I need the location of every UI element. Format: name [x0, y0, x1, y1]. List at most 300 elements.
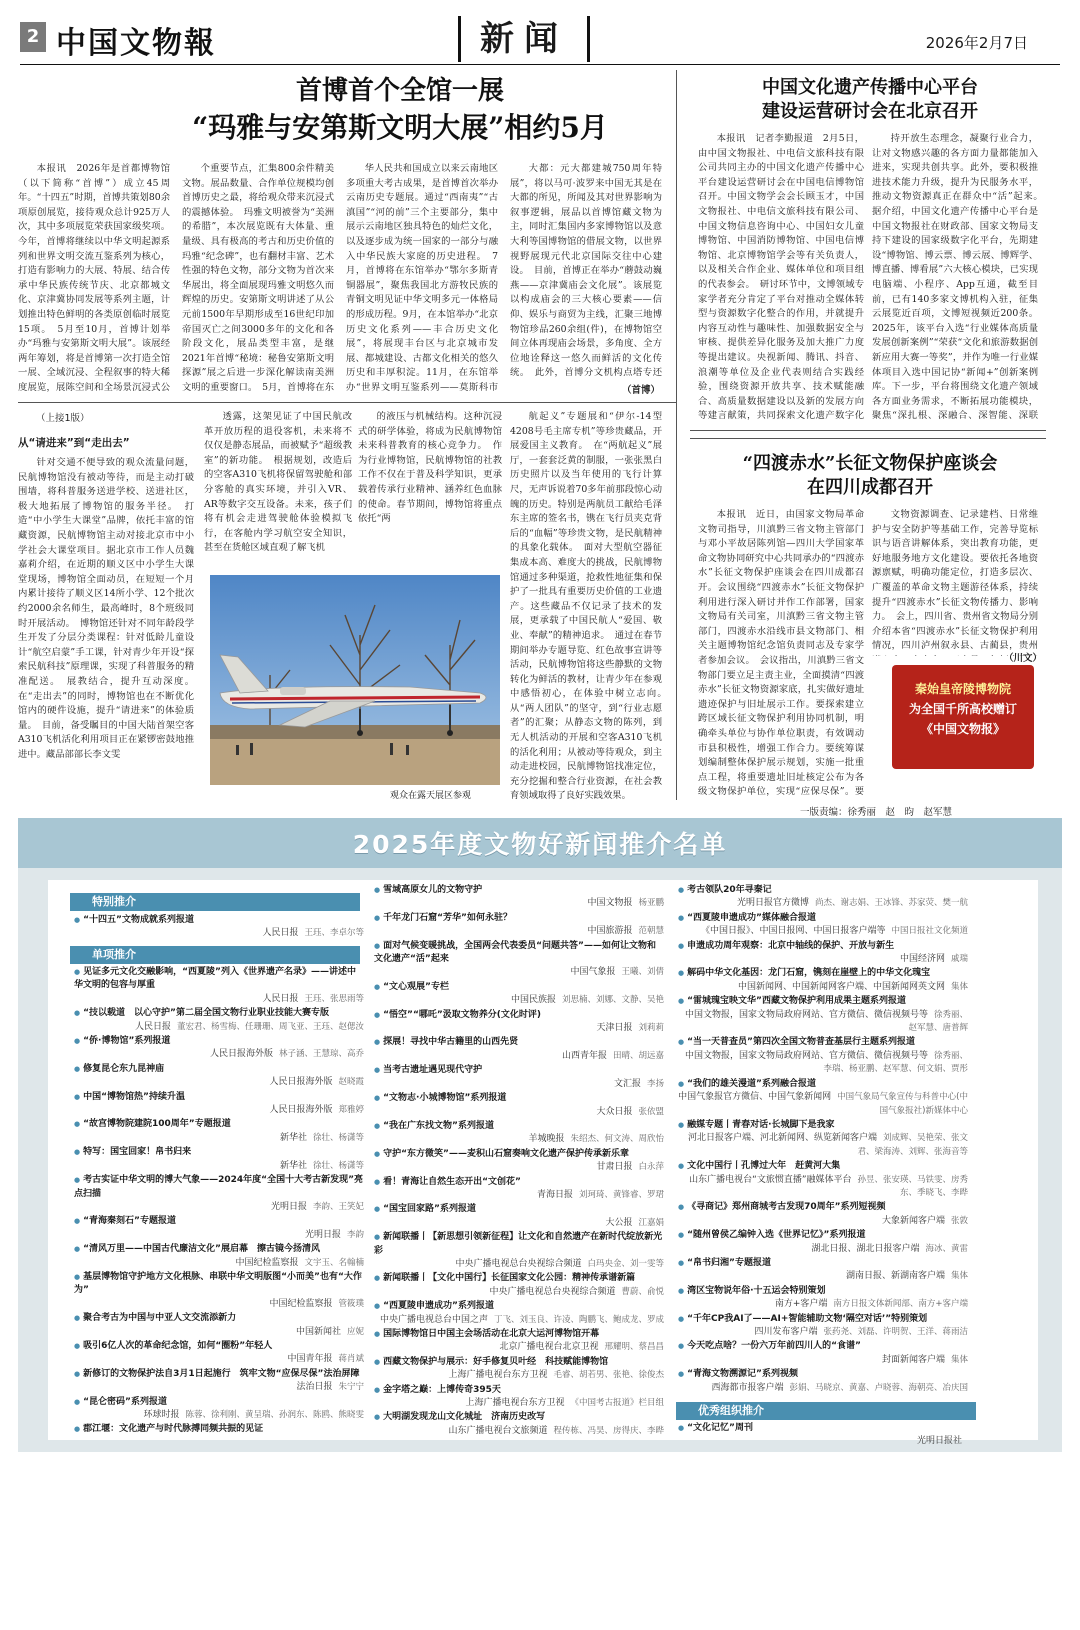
list-item-title: ● 探展！寻找中华古籍里的山西先贤	[374, 1036, 664, 1049]
article1-title-line2: “玛雅与安第斯文明大展”相约5月	[192, 111, 608, 144]
column-divider	[676, 70, 677, 800]
list-item-meta	[74, 1132, 364, 1145]
list-item-title: ● 解码中华文化基因：龙门石窟，镌刻在崖壁上的中华文化瑰宝	[678, 967, 968, 980]
special-list	[74, 914, 364, 942]
list-item-authors: 戚瑞	[950, 954, 968, 965]
list-item	[374, 1203, 664, 1230]
list-item-media: 中国纪检监察报	[235, 1257, 299, 1268]
list-item-meta	[374, 1078, 664, 1091]
list-item-meta	[374, 1189, 664, 1202]
list-item-title: ● “侨·博物馆”系列报道	[74, 1035, 364, 1048]
category-special: 特别推介	[70, 893, 360, 911]
list-item	[374, 1411, 664, 1436]
list-item-media: 中国文物报	[587, 898, 633, 909]
list-item-authors: 曹蔚、俞悦	[621, 1286, 664, 1297]
list-item-media: 中央广播电视总台中国之声	[379, 1314, 488, 1325]
category-single: 单项推介	[70, 946, 360, 964]
list-item-authors: 海冰、黄雷	[925, 1243, 968, 1254]
article2-col2-text: 持开放生态理念，凝聚行业合力，让对文物感兴趣的各方面力量都能加入进来，实现共创共享。此外，要积极推进技术能力升级，提升为民服务水平，推动文物资源真正在群众中“活”起来。 据介绍，中国文化遗产传播中心平台是中国文物报社在财政部、国家文物局支持下建设的国家级数字化平台，先期建设“博物馆、博云票、博云展、博辉学、博直播、博看展”六大核心模块，已实现电脑端、小程序、App互通，截至目前，已有140多家文博机构入驻，征集云展览近百项，文博短视频近200条。2025年，该平台入选“行业媒体高质量发展创新案例”“荣获“文化和旅游数据创新应用大赛一等奖”，并作为唯一行业媒体项目入选中国记协“新闻+”创新案例库。下一步，平台将围绕文化遗产领域各方面业务需求，不断拓展功能模块，聚焦“深扎根、深融合、深智能、深联	[872, 133, 1038, 422]
list-item-media: 大公报	[605, 1217, 633, 1228]
list-item-media: 西海都市报客户端	[711, 1382, 784, 1393]
list-item-media: 上海广播电视台东方卫视	[465, 1398, 565, 1409]
list-item	[374, 912, 664, 939]
list-item-authors: 程传栋、冯昊、房得庆、李晔	[553, 1425, 664, 1436]
list-item-authors: 田晴、胡远嘉	[612, 1050, 664, 1061]
list-item-title: ● “青海文物溯源记”系列视频	[678, 1368, 968, 1381]
list-item	[374, 1036, 664, 1063]
list-item-meta	[374, 994, 664, 1007]
list-item-meta	[374, 1050, 664, 1063]
list-item-media: 环球时报	[143, 1410, 180, 1420]
list-item-authors: 《中国考古报道》栏目组	[570, 1398, 664, 1409]
list-item-meta	[678, 1243, 968, 1256]
list-item-media: 湖南日报、新湖南客户端	[845, 1271, 945, 1282]
list-item-title: ● 考古实证中华文明的博大气象——2024年度“全国十大考古新发现”亮点扫描	[74, 1174, 364, 1201]
list-item	[374, 1231, 664, 1271]
list-item-title: ● 千年龙门石窟“芳华”如何永驻？	[374, 912, 664, 925]
list-item-title: ● 国际博物馆日中国主会场活动在北京大运河博物馆开幕	[374, 1328, 664, 1341]
article3-subhead1: 从“请进来”到“走出去”	[18, 437, 130, 449]
list-item-title: ● “随州曾侯乙编钟入选《世界记忆》”系列报道	[678, 1229, 968, 1242]
list-item	[374, 1092, 664, 1119]
list-item-media: 新华社	[279, 1160, 307, 1171]
list-item	[678, 1340, 968, 1367]
list-item	[374, 1384, 664, 1411]
list-item-media: 中国新闻网、中国新闻网客户端、中国新闻网英文网	[737, 981, 945, 992]
article2-col2	[872, 132, 1038, 424]
list-item-media: 人民日报	[134, 1021, 171, 1032]
list-item-media: 新华社	[279, 1132, 307, 1143]
list-item-meta	[678, 1382, 968, 1395]
list-item-media: 山东广播电视台文旅频道	[448, 1425, 548, 1436]
list-item-media: 人民日报海外版	[269, 1105, 333, 1116]
list-item-media: 大象新闻客户端	[881, 1215, 945, 1226]
list-item-authors: 中国日报社文化频道	[891, 926, 968, 937]
list-item-meta	[74, 1257, 364, 1270]
list-item-authors: 南方日报文体新闻部、南方+客户端	[833, 1299, 968, 1310]
list-item-authors: 董宏君、杨雪梅、任珊珊、周飞亚、王珏、赵偲汝	[176, 1021, 364, 1032]
category-org: 优秀组织推介	[676, 1402, 976, 1420]
list-item-media: 《中国日报》、中国日报网、中国日报客户端等	[700, 926, 886, 937]
list-item-title: ● 金字塔之巅：上博传奇395天	[374, 1384, 664, 1397]
list-item-media: 中国民族报	[510, 995, 556, 1006]
list-item	[678, 1160, 968, 1200]
list-item-meta	[74, 1160, 364, 1173]
list-item	[678, 1229, 968, 1256]
list-item-title: ● 文化中国行丨孔博过大年 赶黄河大集	[678, 1160, 968, 1173]
aircraft-photo-image	[210, 575, 500, 785]
list-item-authors: 李韵	[346, 1229, 364, 1240]
list-item	[374, 981, 664, 1008]
section-title: 新闻	[458, 16, 590, 62]
list-item	[374, 1064, 664, 1091]
list-item-authors: 尚杰、谢志娟、王冰锋、苏家荧、樊一航	[814, 898, 968, 909]
list-item-media: 山东广播电视台“文旅惯直播”融媒体平台	[689, 1174, 852, 1185]
list-item-authors: 中国气象局气象宣传与科普中心(中国气象报社)新媒体中心	[837, 1092, 968, 1116]
list-item	[74, 1423, 364, 1436]
list-item-media: 中国纪检监察报	[269, 1298, 333, 1309]
list-item-title: ● 申遗成功周年观察：北京中轴线的保护、开放与新生	[678, 940, 968, 953]
ad-line2: 为全国千所高校赠订	[908, 702, 1017, 716]
list-item-media: 人民日报海外版	[209, 1049, 273, 1060]
subscription-ad	[892, 665, 1034, 769]
list-item-meta	[678, 1091, 968, 1118]
list-item-meta	[678, 1174, 968, 1201]
list-item-title: ● 吸引6亿人次的革命纪念馆，如何“圈粉”年轻人	[74, 1340, 364, 1353]
list-item-meta	[74, 1353, 364, 1366]
list-item-title: ● 新闻联播丨【文化中国行】长征国家文化公园：精神传承谱新篇	[374, 1272, 664, 1285]
list-item-meta	[374, 1258, 664, 1271]
list-banner	[18, 818, 1062, 868]
list-item-media: 人民日报	[262, 928, 299, 939]
aircraft-photo	[210, 575, 500, 785]
list-item-authors: 张依盟	[638, 1106, 664, 1117]
list-item-meta	[678, 1354, 968, 1367]
list-item-title: ● 特写：国宝回家！帛书归来	[74, 1146, 364, 1159]
list-item-meta	[678, 1270, 968, 1283]
article1-col1	[18, 162, 170, 394]
list-item	[374, 940, 664, 980]
list-item-media: 中国旅游报	[587, 926, 633, 937]
list-item-title: ● 修复昆仑东九昆神庙	[74, 1063, 364, 1076]
list-item-authors: 刘莉莉	[638, 1023, 664, 1034]
list-item	[678, 1257, 968, 1284]
list-item-media: 南方+客户端	[774, 1299, 828, 1310]
list-item-media: 中央广播电视总台央视综合频道	[489, 1286, 616, 1297]
list-item-title: ● 雪域高原女儿的文物守护	[374, 884, 664, 897]
list-item-meta	[374, 1314, 664, 1327]
list-item-title: ● “十四五”文物成就系列报道	[74, 914, 364, 927]
list-item-media: 大众日报	[596, 1106, 633, 1117]
list-item-meta	[74, 1381, 364, 1394]
list-item-authors: 集体	[950, 981, 968, 992]
list-item	[74, 1312, 364, 1339]
list-item-media: 羊城晚报	[528, 1134, 565, 1145]
list-item-authors: 赵晓霞	[338, 1077, 364, 1088]
list-item-meta	[74, 1201, 364, 1214]
list-item-meta	[74, 1326, 364, 1339]
list-item-authors: 刘珂琦、黄锋睿、罗珺	[578, 1189, 664, 1200]
ad-line1: 秦始皇帝陵博物院	[914, 682, 1011, 696]
list-title: 2025年度文物好新闻推介名单	[352, 830, 728, 859]
list-item-meta	[74, 993, 364, 1006]
list-item-title: ● “清风万里——中国古代廉洁文化”展启幕 擦古镜今扬清风	[74, 1243, 364, 1256]
list-item-authors: 应妮	[346, 1326, 364, 1337]
list-item-meta	[74, 1048, 364, 1061]
list-item-meta	[678, 981, 968, 994]
list-item-title: ● 新闻联播丨【新思想引领新征程】让文化和自然遗产在新时代绽放新光彩	[374, 1231, 664, 1258]
list-item-meta	[374, 1425, 664, 1436]
article1-title	[150, 74, 650, 148]
editor-credit-line1: 一版责编：徐秀丽 赵 昀 赵军慧	[800, 807, 953, 818]
list-item-meta	[374, 925, 664, 938]
list-item	[678, 1422, 968, 1449]
masthead-logo: 中国文物報	[56, 26, 216, 61]
list-item-meta	[74, 1021, 364, 1034]
list-item	[74, 1007, 364, 1034]
list-item-title: ● 守护“东方微笑”——麦积山石窟奏响文化遗产保护传承新乐章	[374, 1148, 664, 1161]
list-item-media: 河北日报客户端、河北新闻网、纵览新闻客户端	[687, 1133, 877, 1144]
article2-title-line2: 建设运营研讨会在北京召开	[762, 101, 978, 122]
list-item-title: ● “技以载道 以心守护”第二届全国文物行业职业技能大赛专版	[74, 1007, 364, 1020]
list-item-title: ● 今天吃点啥？一份六万年前四川人的“食谱”	[678, 1340, 968, 1353]
list-item-media: 中国经济网	[899, 954, 945, 965]
list-item-title: ● “当一天普查员”第四次全国文物普查基层行主题系列报道	[678, 1036, 968, 1049]
list-item-media: 中国新闻社	[295, 1326, 341, 1337]
header-rule	[20, 64, 1060, 65]
list-item-authors: 范朝慧	[638, 926, 664, 937]
list-item-media: 法治日报	[296, 1382, 333, 1393]
list-item	[678, 967, 968, 994]
page-number: 2	[20, 22, 46, 52]
list-item-authors: 白玛央金、刘一雯等	[587, 1258, 664, 1269]
list-item-authors: 王珏、张思雨等	[304, 993, 364, 1004]
list-item-authors: 白永萍	[638, 1162, 664, 1173]
list-item-authors: 李韵、王笑妃	[312, 1201, 364, 1212]
list-item-authors: 徐壮、杨潇等	[312, 1132, 364, 1143]
list-item-meta	[374, 1133, 664, 1146]
list-item	[678, 912, 968, 939]
list-item-title: ● 郡江堰：文化遗产与时代脉搏同频共振的见证	[74, 1423, 364, 1436]
article4-title-line2: 在四川成都召开	[807, 477, 933, 498]
list-item-title: ● 新修订的文物保护法自3月1日起施行 筑牢文物“应保尽保”法治屏障	[74, 1368, 364, 1381]
list-item-title: ● 湾区宝物说年俗·十五运会特别策划	[678, 1285, 968, 1298]
article1-col3	[346, 162, 498, 394]
list-item-media: 青海日报	[536, 1189, 573, 1200]
list-item-authors: 管筱璞	[338, 1298, 364, 1309]
list-item-authors: 毛睿、胡若男、张艳、徐俊杰	[553, 1370, 664, 1381]
list-item-media: 中央广播电视总台央视综合频道	[455, 1258, 582, 1269]
list-item-meta	[74, 1409, 364, 1422]
list-item-authors: 孙昱、张安瑛、马铁雯、房秀东、季晓飞、李晔	[857, 1174, 968, 1198]
list-item-title: ● 看！青海让自然生态开出“文创花”	[374, 1176, 664, 1189]
list-item-meta	[74, 1229, 364, 1242]
list-item-title: ● 面对气候变暖挑战，全国两会代表委员“问题共答”——如何让文物和文化遗产“活”起来	[374, 940, 664, 967]
list-item	[374, 884, 664, 911]
list-item-meta	[678, 1050, 968, 1077]
article3-col3	[358, 410, 502, 572]
list-item-title: ● 基层博物馆守护地方文化根脉、串联中华文明版图“小而美”也有“大作为”	[74, 1271, 364, 1298]
list-item	[74, 1368, 364, 1395]
list-item-authors: 彭娟、马晓京、黄嘉、卢晓蓉、海朝亮、冶庆国	[789, 1382, 968, 1393]
article2-col1	[698, 132, 864, 424]
list-item	[678, 1119, 968, 1159]
list-item-media: 中国气象报官方微信、中国气象新闻网	[678, 1092, 832, 1103]
list-item-meta	[678, 1009, 968, 1036]
list-item-meta	[374, 1022, 664, 1035]
list-item-title: ● “帛书归湘”专题报道	[678, 1257, 968, 1270]
list-item-authors: 江嘉娟	[638, 1217, 664, 1228]
list-item	[74, 1215, 364, 1242]
article3-col1	[18, 428, 194, 800]
list-item	[678, 884, 968, 911]
article4-col2	[872, 508, 1038, 656]
article2-title	[690, 76, 1050, 124]
list-item-media: 光明日报	[270, 1201, 307, 1212]
list-item-meta	[374, 1217, 664, 1230]
list-item	[374, 1120, 664, 1147]
list-item-media: 人民日报	[262, 993, 299, 1004]
list-item-title: ● 西藏文物保护与展示：好手修复贝叶经 科技赋能博物馆	[374, 1356, 664, 1369]
ad-line3: 《中国文物报》	[920, 722, 1005, 736]
list-item-title: ● “文化记忆”周刊	[678, 1422, 968, 1435]
article3-col2-text: 透露，这架见证了中国民航改革开放历程的退役客机，未来将不仅仅是静态展品，而被赋予“超级教室”的新功能。 根据规划，改造后的空客A310飞机将保留驾驶舱和部分客舱的真实环境，并引入VR、AR等数字交互设备。未来，孩子们将有机会走进驾驶舱体验模拟飞行，在客舱内学习航空安全知识，甚至在货舱区域直观了解飞机	[204, 411, 352, 554]
list-item	[74, 1174, 364, 1214]
article1-col4	[510, 162, 662, 380]
list-item-media: 光明日报	[304, 1229, 341, 1240]
list-item-meta	[374, 1397, 664, 1410]
photo-caption: 观众在露天展区参观	[390, 791, 472, 801]
article1-col2	[182, 162, 334, 394]
list-item-media: 文汇报	[613, 1078, 641, 1089]
list-item-meta	[678, 1435, 968, 1448]
list-item-meta	[678, 925, 968, 938]
list-item-title: ● 中国“博物馆热”持续升温	[74, 1091, 364, 1104]
list-item-meta	[678, 897, 968, 910]
list-item	[678, 1078, 968, 1118]
list-item-meta	[374, 1286, 664, 1299]
list-item-authors: 蒋肖斌	[338, 1354, 364, 1365]
single-list-col2	[374, 884, 664, 1436]
list-item-title: ● “昆仑密码”系列报道	[74, 1396, 364, 1409]
list-item-meta	[374, 1341, 664, 1354]
article4-title-line1: “四渡赤水”长征文物保护座谈会	[742, 453, 998, 474]
article1-title-line1: 首博首个全馆一展	[295, 76, 504, 106]
list-item-media: 四川发布客户端	[754, 1327, 818, 1337]
list-item-meta	[374, 1106, 664, 1119]
list-item	[74, 1118, 364, 1145]
list-item	[678, 1036, 968, 1076]
list-item-authors: 朱绍杰、何文涛、周欣怡	[570, 1134, 664, 1145]
article4-byline: （川文）	[1004, 653, 1043, 664]
list-item	[678, 1368, 968, 1395]
article4-col1-text: 本报讯 近日，由国家文物局革命文物司指导，川滇黔三省文物主管部门与邓小平故居陈列馆—四川大学国家革命文物协同研究中心共同承办的“四渡赤水”长征文物保护座谈会在四川成都召开。会议围绕“四渡赤水”长征文物保护利用进行深入研讨并作工作部署，国家文物局有关司室，川滇黔三省文物主管部门，四渡赤水沿线市县文物部门、相关主题博物馆纪念馆负责同志及专家学者参加会议。 会议指出，川滇黔三省文物部门要立足主责主业，全面摸清“四渡赤水”长征文物资源家底，扎实做好遗址遗迹保护与旧址展示工作。要探索建立跨区域长征文物保护利用协同机制，明确牵头单位与协作单位职责，有效调动市县积极性，增强工作合力。要统筹谋划编制整体保护展示规划，实施一批重点工程，将重要遗址旧址核定公布为各级文物保护单位，实现“应保尽保”。要	[698, 509, 864, 798]
article1-col3-text: 华人民共和国成立以来云南地区多项重大考古成果，是首博首次举办云南历史专题展。通过“西南夷”“古滇国”“河的前”三个主要部分，集中展示云南地区独具特色的灿烂文化，以及逐步成为统一国家的一部分与融入中华民族大家庭的历史进程。 7月，首博将在东馆举办“鄂尔多斯青铜器展”，聚焦我国北方游牧民族的青铜文明见证中华文明多元一体格局的形成历程。9月，在本馆举办“北京历史文化系列——丰合历史文化展”，将展现丰台区与北京城市发展、都城建设、古都文化相关的悠久历史和丰厚积淀。11月，在东馆举办“世界文明互鉴系列——莫斯科市	[346, 163, 498, 393]
list-item-meta	[678, 1215, 968, 1228]
list-item-authors: 邢耀明、蔡昌昌	[604, 1342, 664, 1353]
list-item-authors: 集体	[950, 1354, 968, 1365]
list-item-title: ● 当考古遗址遇见现代守护	[374, 1064, 664, 1077]
list-item-title: ● “国宝回家路”系列报道	[374, 1203, 664, 1216]
list-item-authors: 李扬	[646, 1078, 664, 1089]
article1-byline: （首博）	[622, 385, 661, 396]
list-item-authors: 集体	[950, 1271, 968, 1282]
list-item-media: 人民日报海外版	[269, 1077, 333, 1088]
list-item-media: 光明日报官方微博	[736, 898, 809, 909]
list-item-authors: 徐秀丽、李瑞、杨亚鹏、赵军慧、何文娟、贾彤	[823, 1050, 968, 1075]
list-item	[74, 1243, 364, 1270]
article1-col2-text: 个重要节点，汇集800余件精美文物。展品数量、合作单位规模均创首博历史之最，将给观众带来沉浸式的震撼体验。 玛雅文明被誉为“美洲的希腊”，本次展览既有大体量、重量级、具有极高的考古和历史价值的玛雅“纪念碑”，也有翻材丰富、艺术性强的特色文物，部分文物为首次来华展出，将全面展现玛雅文明悠久而辉煌的历史。安第斯文明讲述了从公元前1500年早期形成至16世纪印加帝国灭亡之间3000多年的文化和各阶段文化，展品类型丰富，是继2021年首博“秘境：秘鲁安第斯文明探源”展之后进一步深化解读南美洲文明的重要窗口。 5月，首博将在东	[182, 163, 334, 393]
list-item-title: ● “雷城瑰宝映文华”西藏文物保护利用成果主题系列报道	[678, 995, 968, 1008]
list-item-authors: 刘思楠、刘娜、文静、吴艳	[561, 995, 664, 1006]
list-item-meta	[678, 1326, 968, 1339]
list-item-media: 光明日报社	[916, 1436, 962, 1447]
list-item-authors: 王珏、李卓尔等	[304, 928, 364, 939]
list-item-title: ● 见证多元文化交融影响，“西夏陵”列入《世界遗产名录》——讲述中华文明的包容与厚重	[74, 966, 364, 993]
list-item	[374, 1300, 664, 1327]
list-item-authors: 郑雅婷	[338, 1105, 364, 1116]
list-item	[374, 1272, 664, 1299]
list-item	[678, 940, 968, 967]
org-list	[678, 1422, 968, 1450]
article4-top-rule	[690, 438, 1046, 439]
article2-title-line1: 中国文化遗产传播中心平台	[762, 77, 978, 98]
article3-col4	[510, 410, 662, 802]
list-item	[374, 1176, 664, 1203]
list-item-meta	[374, 966, 664, 979]
list-item-authors: 王曦、刘倩	[621, 967, 664, 978]
list-item-media: 湖北日报、湖北日报客户端	[811, 1243, 920, 1254]
list-item-title: ● “西夏陵申遗成功”系列报道	[374, 1300, 664, 1313]
list-item-title: ● “千年CP我AI了——AI+智能辅助文物‘隔空对话’”特别策划	[678, 1313, 968, 1326]
list-item-authors: 陈蓉、徐利刚、黄呈瑞、孙润东、陈鸥、熊晓雯	[185, 1410, 364, 1420]
list-item	[374, 1009, 664, 1036]
article2-col1-text: 本报讯 记者李勤报道 2月5日，由中国文物报社、中电信文旅科技有限公司共同主办的中国文化遗产传播中心平台建设运营研讨会在中国电信博物馆召开。中国文物学会会长顾玉才，中国文物报社、中电信文旅科技有限公司、中国文物信息咨询中心、中国妇女儿童博物馆、中国消防博物馆、中国电信博物馆、北京博物馆学会等有关负责人，以及相关合作企业、媒体单位和项目组的代表参会。 研讨环节中，文博领域专家学者充分肯定了平台对推动全媒体转型与资源数字化整合的作用，并就提升内容互动性与趣味性、加强数据安全与审核、提供差异化服务及加大推广力度等提出建议。央视新闻、腾讯、抖音、浪潮等单位及企业代表则结合实践经验，围绕资源开放共享、技术赋能融合、高质量数据建设以及新的发展方向等建言献策，共同探索文化遗产数字化	[698, 133, 864, 422]
article4-title	[690, 452, 1050, 500]
list-item	[74, 1271, 364, 1311]
list-item-title: ● “故宫博物院建院100周年”专题报道	[74, 1118, 364, 1131]
list-item-meta	[74, 927, 364, 940]
list-item-meta	[678, 1298, 968, 1311]
list-item	[74, 1340, 364, 1367]
list-item-authors: 张敦	[950, 1215, 968, 1226]
list-item-media: 天津日报	[596, 1023, 633, 1034]
list-item-title: ● 大明湖发现龙山文化城址 济南历史改写	[374, 1411, 664, 1424]
article1-col1-text: 本报讯 2026年是首都博物馆（以下简称“首博”）成立45周年。“十四五”时期，首博共策划80余项原创展览，接待观众总计925万人次，其中多项展览荣获国家级奖项。今年，首博将继续以中华文明起源系列和世界文明交流互鉴系列为核心，打造有影响力的大展、特展、结合传承中华民族传统节庆、北京都城文化、京津冀协同发展等系列主题，计划推出特色鲜明的各类原创临时展览15项。 5月至10月，首博计划举办“玛雅与安第斯文明大展”。该展经两年筹划，将是首博第一次打造全馆一展、全域沉浸、全程叙事的特大稀度展览，展陈空间和全场景沉浸式公	[18, 163, 170, 393]
list-item-media: 中国文物报，国家文物局政府网站、官方微信、微信视频号等	[684, 1009, 928, 1020]
list-item-title: ● “文心观展”专栏	[374, 981, 664, 994]
list-item	[678, 1313, 968, 1340]
list-item	[374, 1328, 664, 1355]
list-item-authors: 丁飞、刘玉良、许凌、陶鹏飞、鲍成龙、罗成	[493, 1314, 664, 1325]
list-item-title: ● “文物志·小城博物馆”系列报道	[374, 1092, 664, 1105]
list-item-media: 封面新闻客户端	[881, 1354, 945, 1365]
list-item	[678, 1201, 968, 1228]
single-list-col3	[678, 884, 968, 1396]
list-item-media: 上海广播电视台东方卫视	[448, 1370, 548, 1381]
list-item-authors: 朱宁宁	[338, 1382, 364, 1393]
list-item-authors: 徐壮、杨潇等	[312, 1160, 364, 1171]
issue-date: 2026年2月7日	[925, 34, 1028, 52]
list-item-meta	[74, 1104, 364, 1117]
list-item-authors: 张药尧、刘磊、许明贺、王洋、蒋雨洁	[823, 1327, 968, 1337]
list-item	[678, 1285, 968, 1312]
list-item-title: ● 考古领队20年寻秦记	[678, 884, 968, 897]
article3-continued: （上接1版）	[36, 413, 90, 424]
list-item-meta	[374, 897, 664, 910]
article4-col2-text: 文物资源调查、记录建档、日常维护与安全防护等基础工作，完善导览标识与语音讲解体系，突出教育功能，更好地服务地方文化建设。要依托各地资源禀赋，明确功能定位，打造多层次、广覆盖的革命文物主题游径体系，持续提升“四渡赤水”长征文物传播力、影响力。 会上，四川省、贵州省文物局分别介绍本省“四渡赤水”长征文物保护利用情况，四川泸州叙永县、古蔺县，贵州	[872, 509, 1038, 652]
list-item-title: ● “我在广东找文物”系列报道	[374, 1120, 664, 1133]
list-item-authors: 文宇玉、名翰楠	[304, 1257, 364, 1268]
list-item-media: 山西青年报	[561, 1050, 607, 1061]
list-item-authors: 徐秀丽、赵军慧、唐普辉	[908, 1009, 968, 1034]
list-item	[74, 1063, 364, 1090]
list-item-title: ● 聚合考古为中国与中亚人文交流添新力	[74, 1312, 364, 1325]
list-item-media: 甘肃日报	[596, 1162, 633, 1173]
list-item	[74, 966, 364, 1006]
list-item-media: 中国气象报	[570, 967, 616, 978]
list-item-authors: 刘成辉、吴艳荣、张文君、梁海涛、刘辉、张海音等	[857, 1133, 968, 1157]
article4-col1	[698, 508, 864, 800]
list-item	[74, 1396, 364, 1423]
list-item-title: ● “悟空”“哪吒”汲取文物养分(文化时评)	[374, 1009, 664, 1022]
list-item	[374, 1356, 664, 1383]
list-item-authors: 林子涵、王慧琼、高乔	[278, 1049, 364, 1060]
list-item-meta	[374, 1161, 664, 1174]
list-item-authors: 杨亚鹏	[638, 898, 664, 909]
list-item-title: ● “西夏陵申遗成功”媒体融合报道	[678, 912, 968, 925]
list-item-meta	[74, 1076, 364, 1089]
